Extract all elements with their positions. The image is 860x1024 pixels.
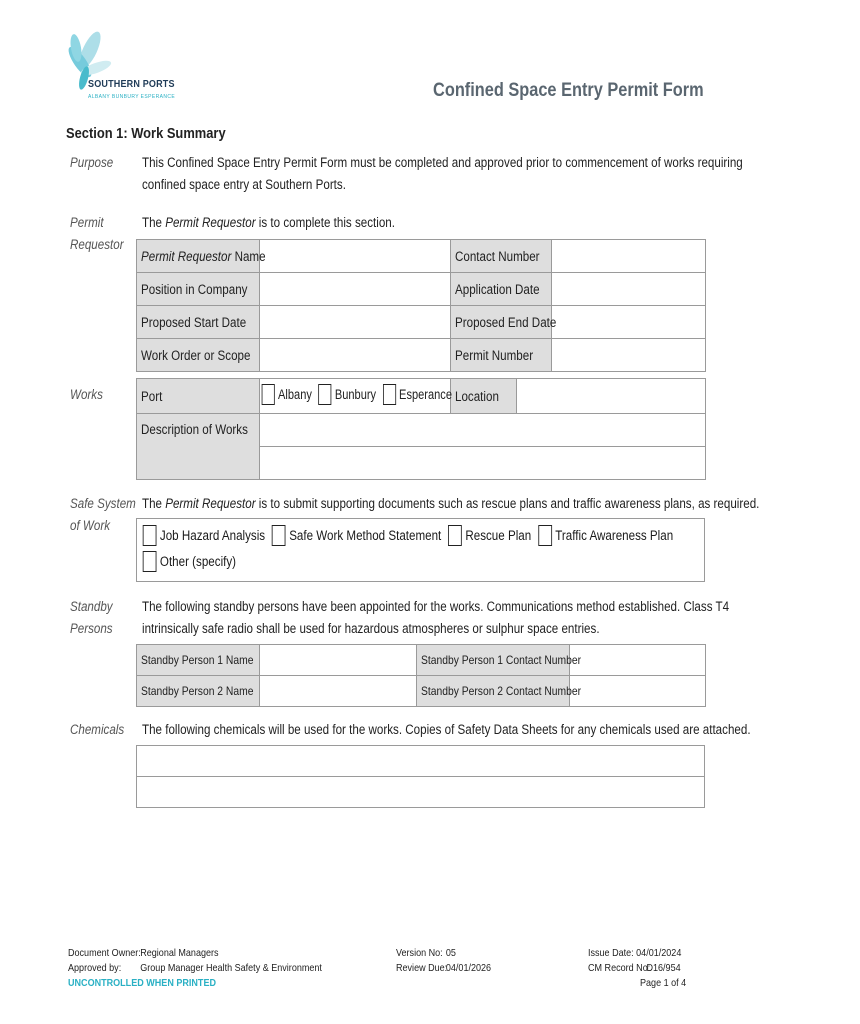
contact-number-label: Contact Number <box>451 240 552 273</box>
description-field-line2[interactable] <box>260 447 706 480</box>
table-row <box>137 240 706 273</box>
table-row <box>137 339 706 372</box>
location-label: Location <box>451 379 517 414</box>
standby-1-contact-label: Standby Person 1 Contact Number <box>417 645 570 676</box>
position-field[interactable] <box>260 273 451 306</box>
requestor-name-label: Permit Requestor Name <box>137 240 260 273</box>
port-bunbury-checkbox[interactable] <box>318 384 331 405</box>
end-date-field[interactable] <box>552 306 706 339</box>
standby-text: The following standby persons have been appointed for the works. Communications method established. Class T4 intrinsically safe radio shall be used for hazardous atmospheres or sulphur space entries. <box>142 599 730 636</box>
table-row <box>137 379 706 414</box>
chemicals-field-line1[interactable] <box>137 746 705 777</box>
work-order-label: Work Order or Scope <box>137 339 260 372</box>
standby-table <box>136 644 706 707</box>
safe-system-label: Safe System of Work <box>70 496 136 533</box>
rescue-plan-checkbox[interactable] <box>448 525 462 546</box>
location-field[interactable] <box>517 379 706 414</box>
position-label: Position in Company <box>137 273 260 306</box>
standby-2-contact-label: Standby Person 2 Contact Number <box>417 676 570 707</box>
description-label: Description of Works <box>137 414 260 480</box>
standby-1-name-field[interactable] <box>260 645 417 676</box>
safe-system-intro: The Permit Requestor is to submit supporting documents such as rescue plans and traffic awareness plans, as required. <box>142 496 760 511</box>
port-albany-checkbox[interactable] <box>262 384 275 405</box>
swms-checkbox[interactable] <box>272 525 286 546</box>
requestor-name-field[interactable] <box>260 240 451 273</box>
footer-issue-block: Issue Date: 04/01/2024 CM Record No:D16/954 Page 1 of 4 <box>588 947 687 989</box>
application-date-label: Application Date <box>451 273 552 306</box>
description-field-line1[interactable] <box>260 414 706 447</box>
purpose-label: Purpose <box>70 155 114 170</box>
permit-requestor-label: Permit Requestor <box>70 215 124 252</box>
standby-1-contact-field[interactable] <box>570 645 706 676</box>
standby-1-name-label: Standby Person 1 Name <box>137 645 260 676</box>
table-row <box>137 645 706 676</box>
safe-system-options: Job Hazard Analysis Safe Work Method Statement Rescue Plan Traffic Awareness Plan Other (specify) <box>136 518 705 582</box>
other-checkbox[interactable] <box>143 551 157 572</box>
contact-number-field[interactable] <box>552 240 706 273</box>
table-row <box>137 746 705 777</box>
document-title: Confined Space Entry Permit Form <box>433 80 704 101</box>
standby-2-name-field[interactable] <box>260 676 417 707</box>
port-label: Port <box>137 379 260 414</box>
works-label: Works <box>70 387 103 402</box>
permit-requestor-intro: The Permit Requestor is to complete this section. <box>142 215 395 230</box>
chemicals-field-line2[interactable] <box>137 777 705 808</box>
logo-wordmark: SOUTHERN PORTS <box>88 78 175 90</box>
permit-number-field[interactable] <box>552 339 706 372</box>
standby-label: Standby Persons <box>70 599 113 636</box>
works-table <box>136 378 706 480</box>
traffic-plan-checkbox[interactable] <box>538 525 552 546</box>
table-row <box>137 273 706 306</box>
table-row <box>137 676 706 707</box>
chemicals-table <box>136 745 705 808</box>
chemicals-text: The following chemicals will be used for the works. Copies of Safety Data Sheets for any chemicals used are attached. <box>142 722 751 737</box>
footer-owner-block: Document Owner:Regional Managers Approved by: Group Manager Health Safety & Environment <box>68 947 322 974</box>
work-order-field[interactable] <box>260 339 451 372</box>
table-row <box>137 777 705 808</box>
jha-checkbox[interactable] <box>143 525 157 546</box>
section-title: Section 1: Work Summary <box>66 125 226 142</box>
footer-version-block: Version No: 05 Review Due:04/01/2026 <box>396 947 492 974</box>
logo-tagline: ALBANY BUNBURY ESPERANCE <box>88 94 176 100</box>
application-date-field[interactable] <box>552 273 706 306</box>
start-date-label: Proposed Start Date <box>137 306 260 339</box>
uncontrolled-notice: UNCONTROLLED WHEN PRINTED <box>68 977 216 989</box>
chemicals-label: Chemicals <box>70 722 125 737</box>
standby-2-name-label: Standby Person 2 Name <box>137 676 260 707</box>
table-row <box>137 414 706 447</box>
port-options: Albany Bunbury Esperance <box>260 379 451 414</box>
table-row <box>137 306 706 339</box>
purpose-text: This Confined Space Entry Permit Form must be completed and approved prior to commencement of works requiring confined space entry at Southern Ports. <box>142 155 743 192</box>
permit-requestor-table <box>136 239 706 372</box>
standby-2-contact-field[interactable] <box>570 676 706 707</box>
permit-number-label: Permit Number <box>451 339 552 372</box>
start-date-field[interactable] <box>260 306 451 339</box>
port-esperance-checkbox[interactable] <box>383 384 396 405</box>
page-number: Page 1 of 4 <box>640 977 687 989</box>
end-date-label: Proposed End Date <box>451 306 552 339</box>
